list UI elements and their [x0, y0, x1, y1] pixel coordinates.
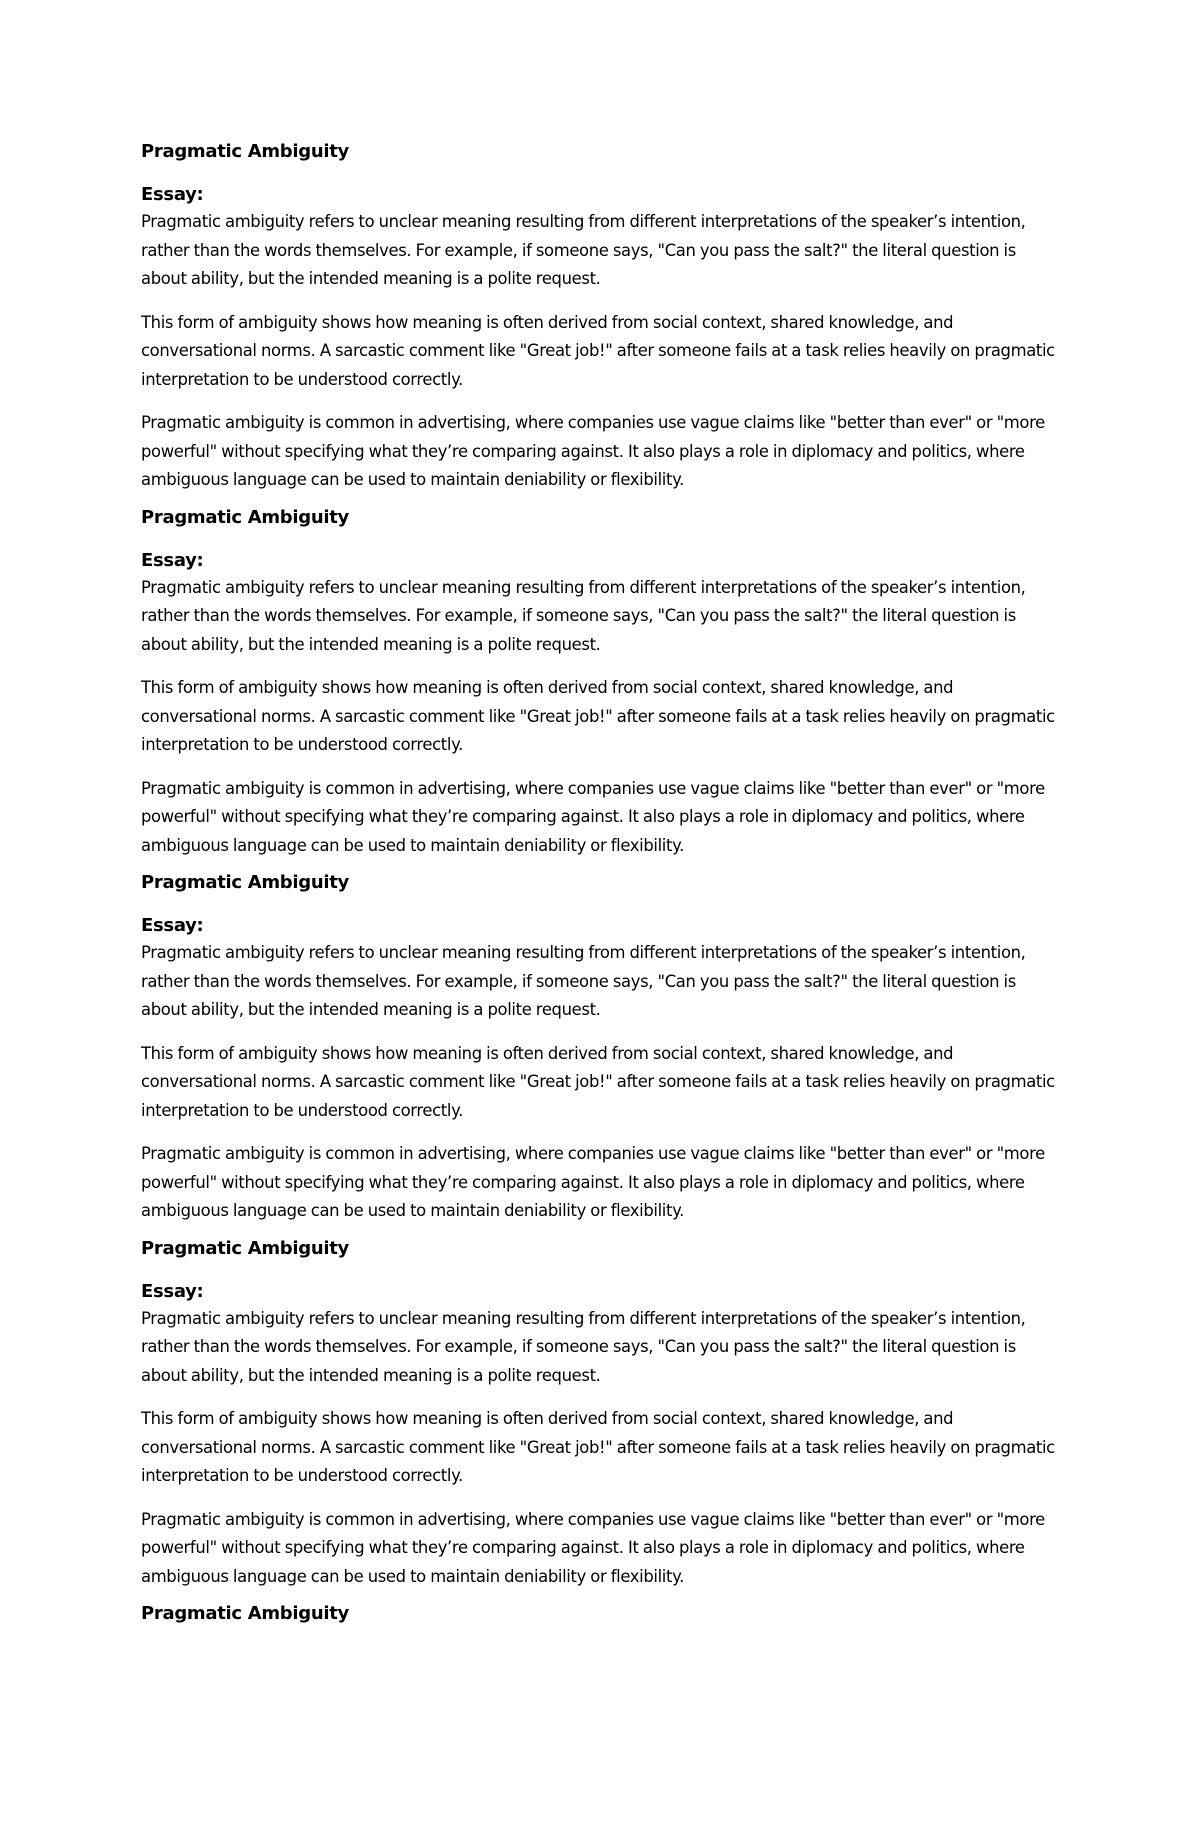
section-subheading: Essay: — [141, 915, 204, 936]
essay-section — [141, 506, 1061, 861]
paragraph: Pragmatic ambiguity refers to unclear meaning resulting from different interpretations of the speaker’s intention, rather than the words themselves. For example, if someone says, "Can you pass the salt?" the literal question is about ability, but the intended meaning is a polite request. — [141, 1308, 1026, 1385]
essay-section — [141, 140, 1061, 495]
section-title: Pragmatic Ambiguity — [141, 1603, 349, 1624]
paragraph: Pragmatic ambiguity refers to unclear meaning resulting from different interpretations of the speaker’s intention, rather than the words themselves. For example, if someone says, "Can you pass the salt?" the literal question is about ability, but the intended meaning is a polite request. — [141, 943, 1026, 1019]
section-title: Pragmatic Ambiguity — [141, 506, 349, 528]
paragraph: This form of ambiguity shows how meaning is often derived from social context, shared knowledge, and conversational norms. A sarcastic comment like "Great job!" after someone fails at a task relies heavily on pragmatic interpretation to be understood correctly. — [141, 1409, 1055, 1485]
section-title: Pragmatic Ambiguity — [141, 1237, 349, 1259]
essay-section — [141, 1237, 1061, 1592]
paragraph: Pragmatic ambiguity is common in advertising, where companies use vague claims like "better than ever" or "more powerful" without specifying what they’re comparing against. It also plays a role in diplomacy and politics, where ambiguous language can be used to maintain deniability or flexibility. — [141, 1144, 1045, 1220]
section-title: Pragmatic Ambiguity — [141, 872, 349, 893]
paragraph: Pragmatic ambiguity refers to unclear meaning resulting from different interpretations of the speaker’s intention, rather than the words themselves. For example, if someone says, "Can you pass the salt?" the literal question is about ability, but the intended meaning is a polite request. — [141, 577, 1026, 654]
section-subheading: Essay: — [141, 184, 204, 205]
document-body — [141, 140, 1061, 1626]
paragraph: This form of ambiguity shows how meaning is often derived from social context, shared knowledge, and conversational norms. A sarcastic comment like "Great job!" after someone fails at a task relies heavily on pragmatic interpretation to be understood correctly. — [141, 1043, 1055, 1120]
section-title: Pragmatic Ambiguity — [141, 141, 349, 162]
section-subheading: Essay: — [141, 549, 204, 571]
essay-section — [141, 871, 1061, 1226]
paragraph: Pragmatic ambiguity refers to unclear meaning resulting from different interpretations of the speaker’s intention, rather than the words themselves. For example, if someone says, "Can you pass the salt?" the literal question is about ability, but the intended meaning is a polite request. — [141, 212, 1026, 288]
paragraph: Pragmatic ambiguity is common in advertising, where companies use vague claims like "better than ever" or "more powerful" without specifying what they’re comparing against. It also plays a role in diplomacy and politics, where ambiguous language can be used to maintain deniability or flexibility. — [141, 1509, 1045, 1586]
paragraph: Pragmatic ambiguity is common in advertising, where companies use vague claims like "better than ever" or "more powerful" without specifying what they’re comparing against. It also plays a role in diplomacy and politics, where ambiguous language can be used to maintain deniability or flexibility. — [141, 413, 1045, 489]
paragraph: This form of ambiguity shows how meaning is often derived from social context, shared knowledge, and conversational norms. A sarcastic comment like "Great job!" after someone fails at a task relies heavily on pragmatic interpretation to be understood correctly. — [141, 312, 1055, 389]
section-subheading: Essay: — [141, 1280, 204, 1302]
paragraph: This form of ambiguity shows how meaning is often derived from social context, shared knowledge, and conversational norms. A sarcastic comment like "Great job!" after someone fails at a task relies heavily on pragmatic interpretation to be understood correctly. — [141, 678, 1055, 754]
paragraph: Pragmatic ambiguity is common in advertising, where companies use vague claims like "better than ever" or "more powerful" without specifying what they’re comparing against. It also plays a role in diplomacy and politics, where ambiguous language can be used to maintain deniability or flexibility. — [141, 778, 1045, 855]
